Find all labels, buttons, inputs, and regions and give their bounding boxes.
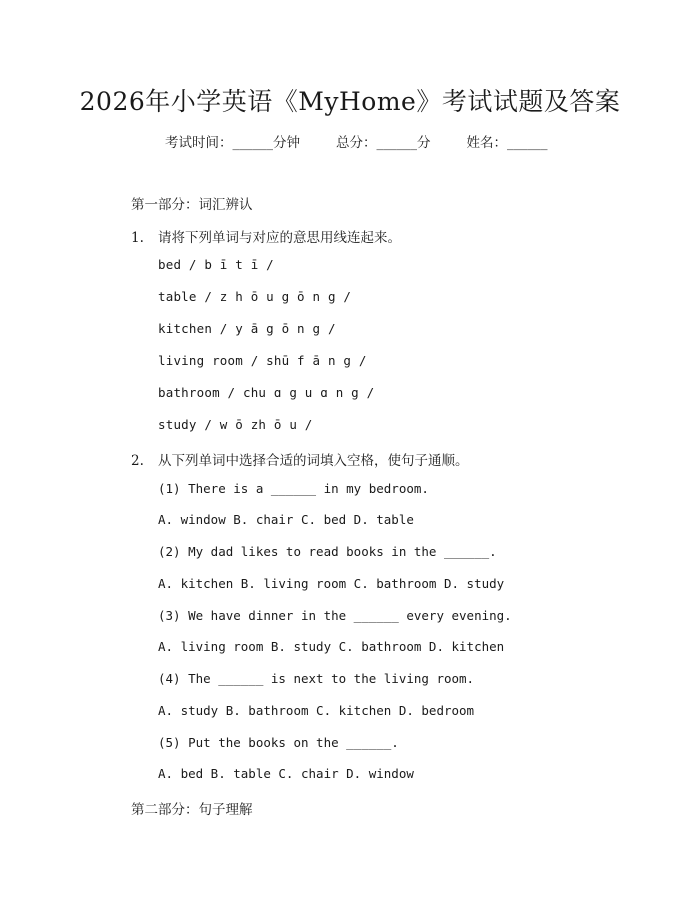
answer-options: A. window B. chair C. bed D. table bbox=[158, 512, 414, 527]
fill-sentence: (5) Put the books on the ______. bbox=[158, 735, 399, 750]
question-2-number: 2. bbox=[131, 453, 144, 469]
match-item: study / w ō zh ō u / bbox=[158, 417, 313, 432]
answer-options: A. study B. bathroom C. kitchen D. bedroom bbox=[158, 703, 475, 718]
fill-sentence: (3) We have dinner in the ______ every evening. bbox=[158, 608, 512, 623]
fill-sentence: (4) The ______ is next to the living room. bbox=[158, 671, 475, 686]
question-1-text: 请将下列单词与对应的意思用线连起来。 bbox=[158, 230, 401, 246]
question-2-text: 从下列单词中选择合适的词填入空格，使句子通顺。 bbox=[158, 453, 469, 469]
question-1 bbox=[131, 226, 401, 246]
match-item: kitchen / y ā g ō n g / bbox=[158, 321, 336, 336]
answer-options: A. bed B. table C. chair D. window bbox=[158, 766, 414, 781]
exam-total-score: 总分：______分 bbox=[336, 135, 431, 151]
answer-options: A. kitchen B. living room C. bathroom D. study bbox=[158, 576, 505, 591]
student-name: 姓名：______ bbox=[466, 135, 548, 151]
answer-options: A. living room B. study C. bathroom D. kitchen bbox=[158, 639, 505, 654]
part1-heading: 第一部分：词汇辨认 bbox=[131, 197, 253, 213]
fill-sentence: (2) My dad likes to read books in the ______. bbox=[158, 544, 497, 559]
exam-time: 考试时间：______分钟 bbox=[165, 135, 300, 151]
match-item: bed / b ī t ī / bbox=[158, 257, 274, 272]
question-1-number: 1. bbox=[131, 230, 144, 246]
fill-sentence: (1) There is a ______ in my bedroom. bbox=[158, 481, 429, 496]
document-title: 2026年小学英语《MyHome》考试试题及答案 bbox=[79, 87, 621, 116]
part2-heading: 第二部分：句子理解 bbox=[131, 802, 253, 818]
exam-meta bbox=[165, 131, 548, 151]
question-2 bbox=[131, 449, 469, 469]
match-item: bathroom / chu ɑ g u ɑ n g / bbox=[158, 385, 375, 400]
match-item: table / z h ō u g ō n g / bbox=[158, 289, 352, 304]
match-item: living room / shū f ā n g / bbox=[158, 353, 367, 368]
